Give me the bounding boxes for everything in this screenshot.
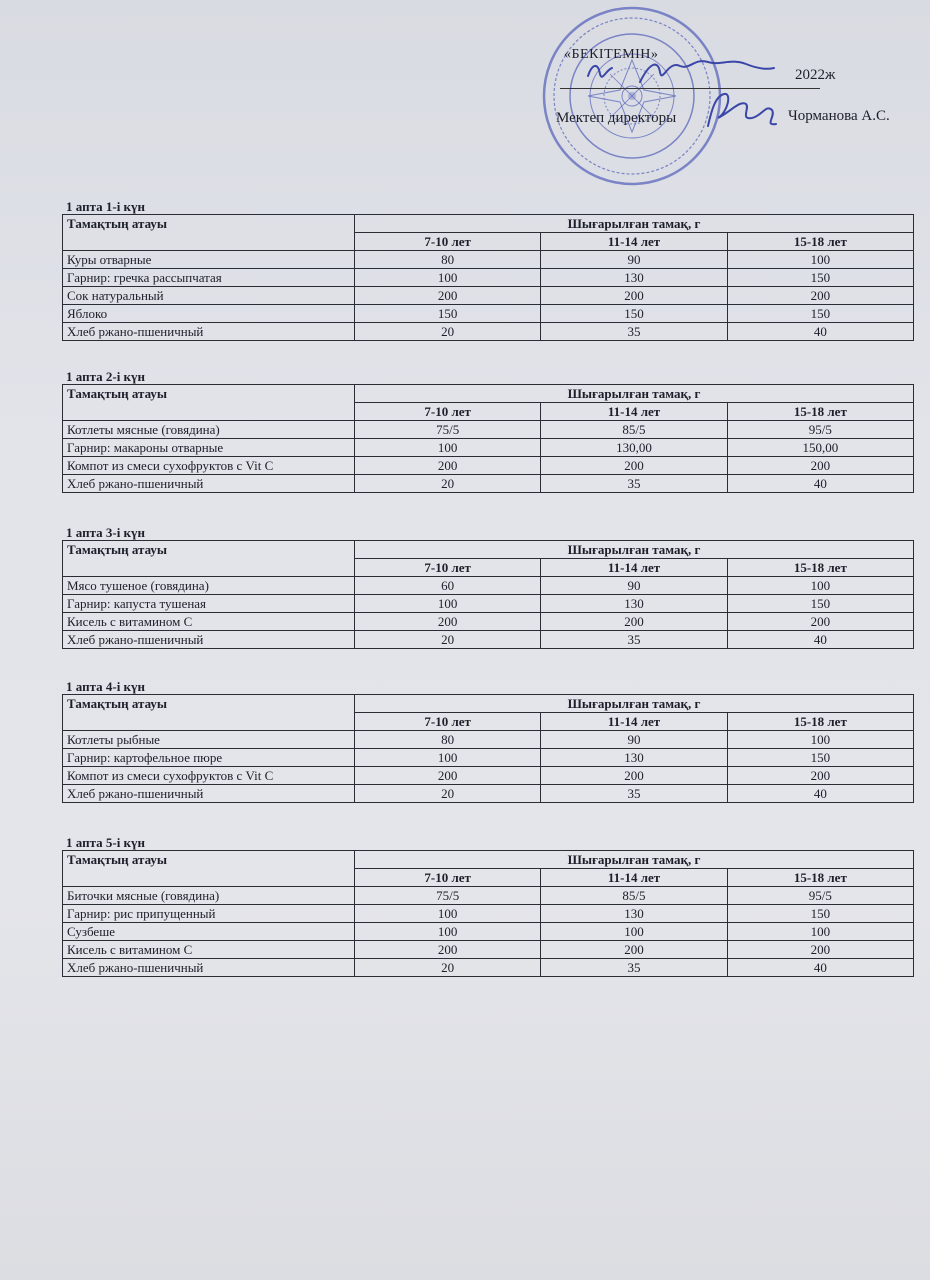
table-row (63, 421, 914, 439)
table-header-row (63, 851, 914, 869)
dish-name: Хлеб ржано-пшеничный (63, 959, 355, 977)
portion-11-14: 130 (541, 269, 727, 287)
portion-15-18: 40 (727, 475, 913, 493)
portion-7-10: 20 (355, 475, 541, 493)
dish-name: Хлеб ржано-пшеничный (63, 631, 355, 649)
portion-15-18: 200 (727, 457, 913, 475)
table-row (63, 941, 914, 959)
portion-7-10: 100 (355, 595, 541, 613)
column-header-age-7-10: 7-10 лет (355, 713, 541, 731)
table-row (63, 595, 914, 613)
table-row (63, 439, 914, 457)
portion-15-18: 150 (727, 595, 913, 613)
dish-name: Яблоко (63, 305, 355, 323)
portion-11-14: 200 (541, 613, 727, 631)
day-section (62, 370, 914, 493)
portion-15-18: 40 (727, 785, 913, 803)
dish-name: Кисель с витамином С (63, 941, 355, 959)
column-header-group: Шығарылған тамақ, г (355, 851, 914, 869)
portion-7-10: 100 (355, 749, 541, 767)
portion-15-18: 150 (727, 305, 913, 323)
portion-11-14: 130 (541, 595, 727, 613)
portion-15-18: 200 (727, 941, 913, 959)
table-header-row (63, 385, 914, 403)
column-header-group: Шығарылған тамақ, г (355, 385, 914, 403)
column-header-age-11-14: 11-14 лет (541, 559, 727, 577)
menu-table (62, 540, 914, 649)
portion-15-18: 40 (727, 631, 913, 649)
table-row (63, 269, 914, 287)
table-header-row (63, 541, 914, 559)
portion-7-10: 20 (355, 785, 541, 803)
portion-11-14: 200 (541, 287, 727, 305)
column-header-age-11-14: 11-14 лет (541, 233, 727, 251)
table-header-row (63, 695, 914, 713)
dish-name: Биточки мясные (говядина) (63, 887, 355, 905)
portion-15-18: 100 (727, 577, 913, 595)
column-header-group: Шығарылған тамақ, г (355, 215, 914, 233)
portion-11-14: 35 (541, 785, 727, 803)
portion-7-10: 200 (355, 457, 541, 475)
portion-11-14: 100 (541, 923, 727, 941)
dish-name: Гарнир: картофельное пюре (63, 749, 355, 767)
column-header-age-7-10: 7-10 лет (355, 869, 541, 887)
portion-11-14: 200 (541, 767, 727, 785)
portion-15-18: 150 (727, 749, 913, 767)
dish-name: Сок натуральный (63, 287, 355, 305)
portion-11-14: 150 (541, 305, 727, 323)
portion-15-18: 200 (727, 613, 913, 631)
portion-11-14: 85/5 (541, 887, 727, 905)
approval-block (540, 0, 920, 190)
portion-7-10: 100 (355, 923, 541, 941)
menu-table (62, 214, 914, 341)
day-title: 1 апта 2-і күн (66, 369, 146, 384)
table-row (63, 475, 914, 493)
portion-7-10: 200 (355, 613, 541, 631)
director-name: Чорманова А.С. (788, 108, 890, 124)
dish-name: Котлеты рыбные (63, 731, 355, 749)
portion-15-18: 95/5 (727, 421, 913, 439)
dish-name: Хлеб ржано-пшеничный (63, 475, 355, 493)
portion-7-10: 20 (355, 959, 541, 977)
portion-11-14: 90 (541, 577, 727, 595)
portion-15-18: 95/5 (727, 887, 913, 905)
portion-11-14: 200 (541, 457, 727, 475)
menu-table (62, 384, 914, 493)
dish-name: Хлеб ржано-пшеничный (63, 323, 355, 341)
portion-7-10: 200 (355, 941, 541, 959)
dish-name: Гарнир: гречка рассыпчатая (63, 269, 355, 287)
table-row (63, 785, 914, 803)
portion-7-10: 80 (355, 251, 541, 269)
column-header-age-15-18: 15-18 лет (727, 403, 913, 421)
table-row (63, 959, 914, 977)
table-row (63, 631, 914, 649)
portion-7-10: 200 (355, 767, 541, 785)
table-row (63, 731, 914, 749)
portion-11-14: 35 (541, 475, 727, 493)
table-header-row (63, 215, 914, 233)
column-header-age-11-14: 11-14 лет (541, 869, 727, 887)
column-header-age-11-14: 11-14 лет (541, 403, 727, 421)
column-header-name: Тамақтың атауы (63, 541, 355, 577)
dish-name: Хлеб ржано-пшеничный (63, 785, 355, 803)
portion-11-14: 90 (541, 251, 727, 269)
dish-name: Сузбеше (63, 923, 355, 941)
portion-15-18: 150 (727, 905, 913, 923)
portion-11-14: 130 (541, 905, 727, 923)
dish-name: Мясо тушеное (говядина) (63, 577, 355, 595)
portion-7-10: 80 (355, 731, 541, 749)
day-title: 1 апта 4-і күн (66, 679, 146, 694)
portion-7-10: 100 (355, 269, 541, 287)
table-row (63, 749, 914, 767)
portion-15-18: 150,00 (727, 439, 913, 457)
portion-15-18: 200 (727, 767, 913, 785)
day-section (62, 836, 914, 977)
day-section (62, 680, 914, 803)
portion-11-14: 35 (541, 323, 727, 341)
portion-11-14: 35 (541, 959, 727, 977)
dish-name: Компот из смеси сухофруктов с Vit C (63, 767, 355, 785)
portion-7-10: 60 (355, 577, 541, 595)
portion-11-14: 90 (541, 731, 727, 749)
portion-7-10: 150 (355, 305, 541, 323)
table-row (63, 457, 914, 475)
dish-name: Гарнир: макароны отварные (63, 439, 355, 457)
portion-7-10: 100 (355, 905, 541, 923)
table-row (63, 577, 914, 595)
table-row (63, 923, 914, 941)
signature-line (560, 70, 820, 89)
portion-7-10: 200 (355, 287, 541, 305)
signature-icon (540, 0, 920, 190)
dish-name: Гарнир: капуста тушеная (63, 595, 355, 613)
approval-title: «БЕКІТЕМІН» (564, 47, 659, 62)
table-row (63, 287, 914, 305)
dish-name: Кисель с витамином С (63, 613, 355, 631)
portion-11-14: 200 (541, 941, 727, 959)
portion-15-18: 150 (727, 269, 913, 287)
portion-15-18: 40 (727, 959, 913, 977)
column-header-group: Шығарылған тамақ, г (355, 541, 914, 559)
table-row (63, 251, 914, 269)
column-header-age-15-18: 15-18 лет (727, 233, 913, 251)
day-section (62, 526, 914, 649)
portion-15-18: 40 (727, 323, 913, 341)
portion-7-10: 75/5 (355, 421, 541, 439)
portion-15-18: 100 (727, 251, 913, 269)
table-row (63, 613, 914, 631)
menu-table (62, 694, 914, 803)
table-row (63, 323, 914, 341)
table-row (63, 905, 914, 923)
director-role: Мектеп директоры (556, 110, 677, 126)
column-header-age-11-14: 11-14 лет (541, 713, 727, 731)
portion-7-10: 20 (355, 631, 541, 649)
dish-name: Котлеты мясные (говядина) (63, 421, 355, 439)
dish-name: Компот из смеси сухофруктов с Vit C (63, 457, 355, 475)
column-header-age-15-18: 15-18 лет (727, 559, 913, 577)
day-title: 1 апта 1-і күн (66, 199, 146, 214)
day-title: 1 апта 3-і күн (66, 525, 146, 540)
column-header-age-15-18: 15-18 лет (727, 869, 913, 887)
approval-date: 2022ж (795, 67, 836, 83)
column-header-age-15-18: 15-18 лет (727, 713, 913, 731)
dish-name: Гарнир: рис припущенный (63, 905, 355, 923)
column-header-group: Шығарылған тамақ, г (355, 695, 914, 713)
portion-11-14: 130 (541, 749, 727, 767)
table-row (63, 767, 914, 785)
dish-name: Куры отварные (63, 251, 355, 269)
column-header-age-7-10: 7-10 лет (355, 233, 541, 251)
portion-15-18: 100 (727, 731, 913, 749)
day-section (62, 200, 914, 341)
table-row (63, 305, 914, 323)
portion-11-14: 130,00 (541, 439, 727, 457)
menu-table (62, 850, 914, 977)
column-header-name: Тамақтың атауы (63, 215, 355, 251)
column-header-name: Тамақтың атауы (63, 851, 355, 887)
portion-7-10: 75/5 (355, 887, 541, 905)
portion-15-18: 200 (727, 287, 913, 305)
portion-7-10: 100 (355, 439, 541, 457)
table-row (63, 887, 914, 905)
column-header-age-7-10: 7-10 лет (355, 403, 541, 421)
column-header-age-7-10: 7-10 лет (355, 559, 541, 577)
day-title: 1 апта 5-і күн (66, 835, 146, 850)
column-header-name: Тамақтың атауы (63, 695, 355, 731)
column-header-name: Тамақтың атауы (63, 385, 355, 421)
portion-15-18: 100 (727, 923, 913, 941)
portion-11-14: 85/5 (541, 421, 727, 439)
portion-11-14: 35 (541, 631, 727, 649)
portion-7-10: 20 (355, 323, 541, 341)
